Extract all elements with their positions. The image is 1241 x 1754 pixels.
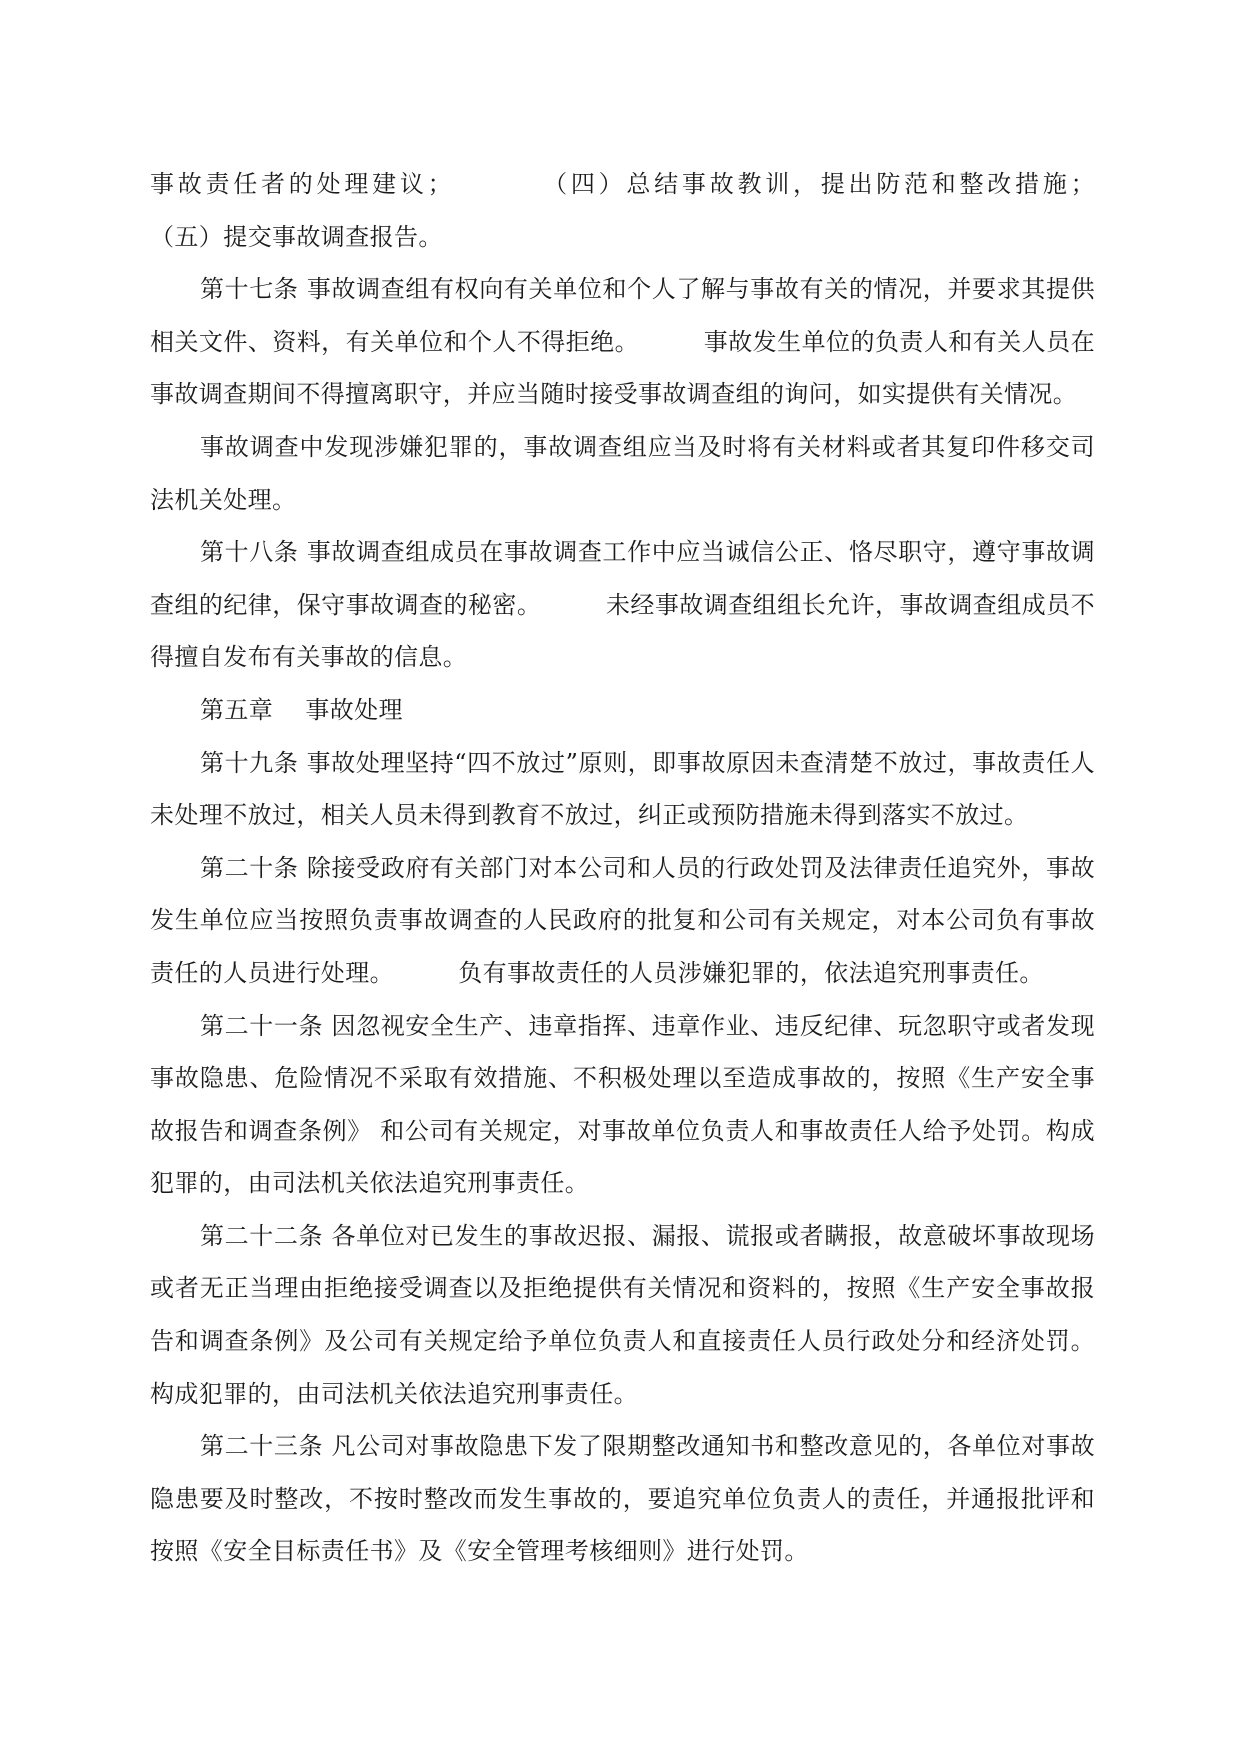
paragraph-article20: 第二十条 除接受政府有关部门对本公司和人员的行政处罚及法律责任追究外，事故发生单位应当按照负责事故调查的人民政府的批复和公司有关规定，对本公司负有事故责任的人员进行处理。 负有事故责任的人员涉嫌犯罪的，依法追究刑事责任。 [150,853,1095,987]
paragraph-article17: 第十七条 事故调查组有权向有关单位和个人了解与事故有关的情况，并要求其提供相关文件、资料，有关单位和个人不得拒绝。 事故发生单位的负责人和有关人员在事故调查期间不得擅离职守，并应当随时接受事故调查组的询问，如实提供有关情况。 [150,275,1095,409]
paragraph-article17-criminal-referral: 事故调查中发现涉嫌犯罪的，事故调查组应当及时将有关材料或者其复印件移交司法机关处理。 [150,432,1095,514]
paragraph-article16-continued: 事故责任者的处理建议； （四）总结事故教训，提出防范和整改措施； （五）提交事故调查报告。 [150,170,1160,251]
chapter-heading: 第五章 事故处理 [200,695,403,724]
paragraph-article21: 第二十一条 因忽视安全生产、违章指挥、违章作业、违反纪律、玩忽职守或者发现事故隐患、危险情况不采取有效措施、不积极处理以至造成事故的，按照《生产安全事故报告和调查条例》 和公司有关规定，对事故单位负责人和事故责任人给予处罚。构成犯罪的，由司法机关依法追究刑事责任。 [150,1011,1095,1198]
paragraph-article22: 第二十二条 各单位对已发生的事故迟报、漏报、谎报或者瞒报，故意破坏事故现场或者无正当理由拒绝接受调查以及拒绝提供有关情况和资料的，按照《生产安全事故报告和调查条例》及公司有关规定给予单位负责人和直接责任人员行政处分和经济处罚。构成犯罪的，由司法机关依法追究刑事责任。 [150,1221,1095,1408]
document-body [150,158,1160,1578]
paragraph-article19: 第十九条 事故处理坚持“四不放过”原则，即事故原因未查清楚不放过，事故责任人未处理不放过，相关人员未得到教育不放过，纠正或预防措施未得到落实不放过。 [150,748,1095,830]
paragraph-article23: 第二十三条 凡公司对事故隐患下发了限期整改通知书和整改意见的，各单位对事故隐患要及时整改，不按时整改而发生事故的，要追究单位负责人的责任，并通报批评和按照《安全目标责任书》及《安全管理考核细则》进行处罚。 [150,1432,1095,1566]
paragraph-article18: 第十八条 事故调查组成员在事故调查工作中应当诚信公正、恪尽职守，遵守事故调查组的纪律，保守事故调查的秘密。 未经事故调查组组长允许，事故调查组成员不得擅自发布有关事故的信息。 [150,538,1095,672]
